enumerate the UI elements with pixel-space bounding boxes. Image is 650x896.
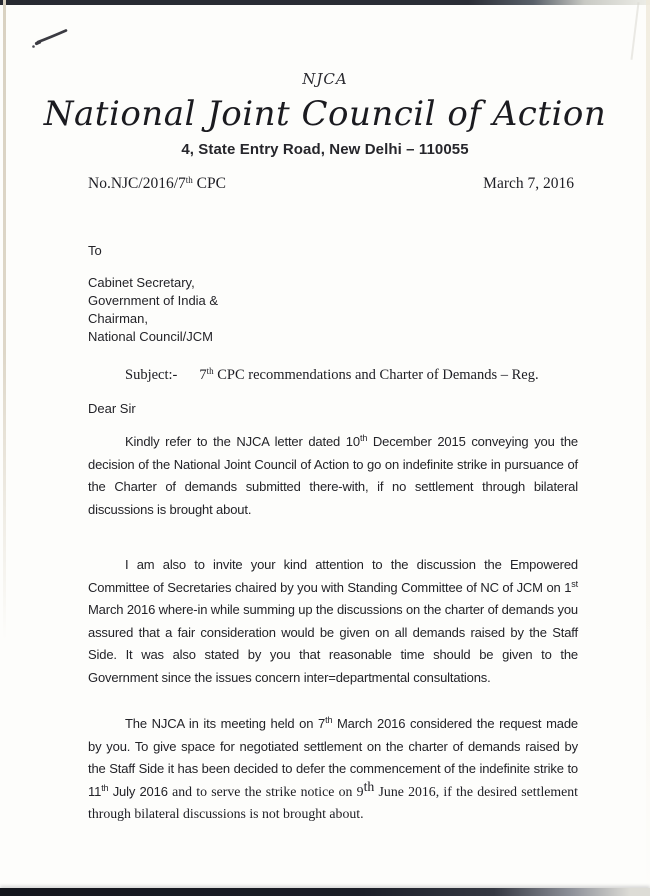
reference-row (88, 175, 574, 193)
subject-label: Subject:- (125, 367, 178, 383)
recipient-line: National Council/JCM (88, 329, 213, 344)
recipient-to: To (88, 243, 102, 258)
reference-number: No.NJC/2016/7th CPC (88, 175, 226, 192)
org-address: 4, State Entry Road, New Delhi – 110055 (181, 141, 469, 158)
pen-mark-icon (26, 22, 78, 52)
recipient-line: Government of India & (88, 293, 219, 308)
greeting: Dear Sir (88, 401, 136, 416)
paragraph-1: Kindly refer to the NJCA letter dated 10th December 2015 conveying you the decision of the National Joint Council of Action to go on indefinite strike in pursuance of the Charter of demands submitted there-with, if no settlement through bilateral discussions is brought about. (88, 433, 578, 517)
letter-date: March 7, 2016 (483, 175, 574, 192)
scan-right-edge (646, 0, 650, 896)
subject-text: 7th CPC recommendations and Charter of Demands – Reg. (199, 366, 539, 383)
recipient-line: Cabinet Secretary, (88, 275, 195, 290)
scan-bottom-edge (0, 888, 650, 896)
paragraph-3: The NJCA in its meeting held on 7th March 2016 considered the request made by you. To give space for negotiated settlement on the charter of demands raised by the Staff Side it has been decided to defer the commencement of the indefinite strike to 11th July 2016 and to serve the strike notice on 9th June 2016, if the desired settlement through bilateral discussions is not brought about. (88, 715, 578, 821)
scan-left-edge (3, 0, 6, 640)
recipient-block (88, 242, 650, 346)
scan-top-edge (0, 0, 650, 5)
subject-line (125, 367, 650, 384)
paragraph-2: I am also to invite your kind attention to the discussion the Empowered Committee of Secretaries chaired by you with Standing Committee of NC of JCM on 1st March 2016 where-in while summing up the discussions on the charter of demands you assured that a fair consideration would be given on all demands raised by the Staff Side. It was also stated by you that reasonable time should be given to the Government since the issues concern inter=departmental consultations. (88, 557, 578, 685)
page-title: National Joint Council of Action (43, 94, 607, 134)
org-abbreviation: NJCA (302, 70, 348, 88)
recipient-line: Chairman, (88, 311, 148, 326)
letterhead (0, 0, 650, 158)
